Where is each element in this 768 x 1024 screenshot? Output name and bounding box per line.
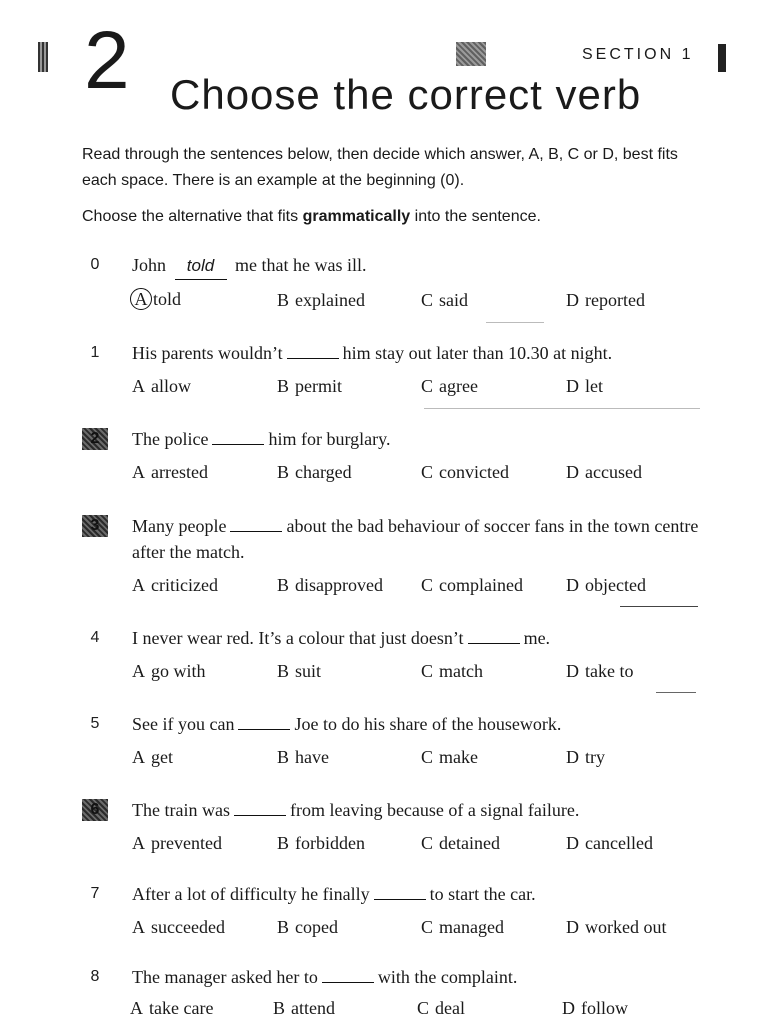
stem-before: The police [132, 429, 209, 449]
option-text: criticized [151, 575, 218, 595]
answer-blank[interactable] [234, 799, 286, 816]
option-letter: A [132, 462, 145, 482]
option-a[interactable] [132, 376, 191, 397]
option-text: disapproved [295, 575, 383, 595]
instruction-bold: grammatically [302, 208, 411, 225]
instruction-before: Choose the alternative that fits [82, 208, 303, 225]
option-letter: D [566, 462, 579, 482]
question-stem [132, 625, 712, 651]
option-text: reported [585, 290, 645, 310]
question-stem [132, 426, 712, 452]
divider [424, 408, 700, 409]
stem-after: me that he was ill. [235, 255, 367, 275]
stem-before: The manager asked her to [132, 967, 318, 987]
option-letter: A [132, 747, 145, 767]
stem-after: to start the car. [429, 884, 536, 904]
option-text: convicted [439, 462, 509, 482]
option-text: permit [295, 376, 343, 396]
option-d[interactable] [566, 917, 666, 938]
option-letter: A [132, 833, 145, 853]
option-text: told [153, 289, 182, 309]
stem-after: him for burglary. [268, 429, 391, 449]
scan-marker-left [38, 42, 48, 72]
stem-before: See if you can [132, 714, 235, 734]
instruction-after: into the sentence. [410, 208, 541, 225]
option-a[interactable] [132, 833, 222, 854]
option-text: take care [149, 998, 214, 1018]
exercise-number: 2 [84, 15, 130, 106]
option-text: forbidden [295, 833, 365, 853]
question-stem [132, 964, 712, 990]
instruction-text [82, 208, 541, 226]
option-text: cancelled [585, 833, 653, 853]
answer-blank[interactable] [287, 342, 339, 359]
option-text: complained [439, 575, 523, 595]
option-letter: C [421, 575, 434, 595]
option-d[interactable] [566, 290, 645, 311]
divider [620, 606, 698, 607]
option-text: deal [435, 998, 465, 1018]
option-letter: B [277, 661, 290, 681]
option-letter: B [277, 833, 290, 853]
option-letter: D [566, 917, 579, 937]
option-text: explained [295, 290, 365, 310]
option-b[interactable] [277, 376, 342, 397]
option-text: suit [295, 661, 322, 681]
option-b[interactable] [277, 833, 365, 854]
option-a[interactable] [132, 747, 173, 768]
option-text: worked out [585, 917, 667, 937]
option-text: make [439, 747, 478, 767]
option-text: have [295, 747, 329, 767]
page-title: Choose the correct verb [170, 71, 642, 118]
option-letter: B [277, 747, 290, 767]
question-stem [132, 881, 712, 907]
option-letter: D [566, 833, 579, 853]
option-c[interactable] [421, 661, 483, 682]
option-c[interactable] [421, 833, 500, 854]
option-letter: B [277, 462, 290, 482]
option-letter: A [132, 661, 145, 681]
stem-before: After a lot of difficulty he finally [132, 884, 370, 904]
option-letter: A [132, 376, 145, 396]
option-letter: C [421, 747, 434, 767]
option-letter: C [421, 290, 434, 310]
option-text: detained [439, 833, 500, 853]
answer-blank[interactable] [468, 627, 520, 644]
option-letter: D [566, 575, 579, 595]
option-letter: D [566, 290, 579, 310]
scan-marker-right [718, 44, 726, 72]
option-text: match [439, 661, 483, 681]
option-text: objected [585, 575, 646, 595]
option-text: prevented [151, 833, 222, 853]
answer-blank[interactable] [212, 428, 264, 445]
option-text: charged [295, 462, 352, 482]
option-d[interactable] [566, 376, 603, 397]
option-d[interactable] [566, 833, 653, 854]
stem-after: him stay out later than 10.30 at night. [342, 343, 613, 363]
option-b[interactable] [277, 462, 352, 483]
option-text: take to [585, 661, 634, 681]
option-a[interactable] [130, 288, 181, 310]
question-stem [132, 252, 712, 280]
divider [656, 692, 696, 693]
stem-after: Joe to do his share of the housework. [294, 714, 562, 734]
scan-smudge [456, 42, 486, 66]
stem-before: Many people [132, 516, 227, 536]
option-letter: C [417, 998, 430, 1018]
option-b[interactable] [277, 747, 329, 768]
option-letter: A [132, 575, 145, 595]
option-letter: D [566, 747, 579, 767]
option-text: go with [151, 661, 206, 681]
option-letter: A [132, 917, 145, 937]
stem-after: about the bad behaviour of soccer fans in the town centre after the match. [132, 516, 699, 562]
option-b[interactable] [273, 998, 335, 1019]
stem-after: with the complaint. [377, 967, 518, 987]
intro-text: Read through the sentences below, then decide which answer, A, B, C or D, best fits each space. There is an example at the beginning (0). [82, 146, 678, 189]
stem-after: from leaving because of a signal failure. [289, 800, 580, 820]
option-letter: D [566, 661, 579, 681]
option-letter: A [130, 998, 143, 1018]
stem-before: I never wear red. It’s a colour that just doesn’t [132, 628, 464, 648]
option-c[interactable] [421, 290, 468, 311]
option-text: managed [439, 917, 504, 937]
option-letter: C [421, 917, 434, 937]
option-d[interactable] [562, 998, 628, 1019]
option-text: try [585, 747, 605, 767]
question-stem [132, 340, 712, 366]
answer-blank[interactable] [230, 515, 282, 532]
option-c[interactable] [421, 462, 509, 483]
circled-letter: A [130, 288, 152, 310]
divider [486, 322, 544, 323]
stem-before: John [132, 255, 167, 275]
option-d[interactable] [566, 575, 646, 596]
option-text: said [439, 290, 469, 310]
question-number: 0 [90, 256, 100, 273]
option-letter: C [421, 376, 434, 396]
question-stem [132, 711, 712, 737]
option-c[interactable] [421, 575, 523, 596]
option-text: coped [295, 917, 338, 937]
option-letter: B [277, 575, 290, 595]
option-d[interactable] [566, 462, 642, 483]
question-number: 2 [82, 428, 108, 450]
stem-after: me. [523, 628, 551, 648]
option-a[interactable] [132, 462, 208, 483]
option-c[interactable] [421, 747, 478, 768]
option-a[interactable] [132, 917, 225, 938]
option-a[interactable] [132, 661, 206, 682]
question-number: 3 [82, 515, 108, 537]
option-b[interactable] [277, 290, 365, 311]
option-letter: B [277, 290, 290, 310]
question-number: 5 [90, 715, 100, 732]
question-number: 4 [90, 629, 100, 646]
question-number: 7 [90, 885, 100, 902]
option-text: let [585, 376, 603, 396]
question-number: 1 [90, 344, 100, 361]
answer-blank[interactable] [238, 713, 290, 730]
option-letter: B [277, 376, 290, 396]
option-text: succeeded [151, 917, 225, 937]
question-number: 6 [82, 799, 108, 821]
option-a[interactable] [130, 998, 213, 1019]
option-text: arrested [151, 462, 208, 482]
option-c[interactable] [421, 917, 504, 938]
option-letter: C [421, 833, 434, 853]
option-b[interactable] [277, 661, 321, 682]
question-number: 8 [90, 968, 100, 985]
question-stem [132, 797, 712, 823]
question-stem [132, 513, 704, 565]
option-c[interactable] [421, 376, 478, 397]
option-text: follow [581, 998, 628, 1018]
option-text: get [151, 747, 173, 767]
section-label: SECTION 1 [582, 46, 694, 63]
option-c[interactable] [417, 998, 465, 1019]
option-text: accused [585, 462, 642, 482]
stem-before: His parents wouldn’t [132, 343, 283, 363]
option-b[interactable] [277, 575, 383, 596]
answer-blank[interactable] [374, 883, 426, 900]
option-letter: B [277, 917, 290, 937]
option-text: allow [151, 376, 191, 396]
option-text: agree [439, 376, 478, 396]
option-d[interactable] [566, 661, 633, 682]
option-letter: D [566, 376, 579, 396]
answer-blank[interactable] [322, 966, 374, 983]
stem-before: The train was [132, 800, 230, 820]
option-b[interactable] [277, 917, 338, 938]
option-letter: B [273, 998, 286, 1018]
option-letter: C [421, 661, 434, 681]
option-letter: C [421, 462, 434, 482]
option-d[interactable] [566, 747, 605, 768]
option-a[interactable] [132, 575, 218, 596]
example-answer: told [175, 253, 227, 280]
option-text: attend [291, 998, 335, 1018]
option-letter: D [562, 998, 575, 1018]
